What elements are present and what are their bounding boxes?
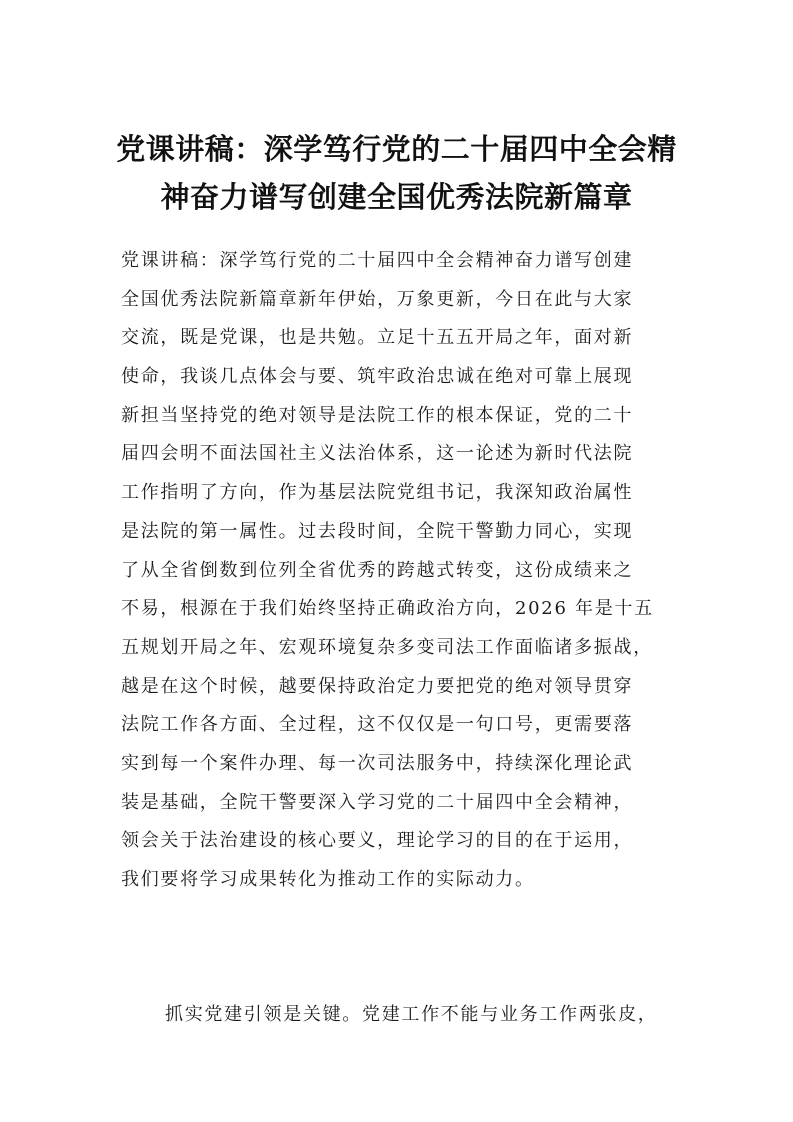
paragraph-line: 实到每一个案件办理、每一次司法服务中，持续深化理论武 — [121, 752, 634, 774]
paragraph-line: 领会关于法治建设的核心要义，理论学习的目的在于运用， — [121, 830, 634, 852]
paragraph-line: 新担当坚持党的绝对领导是法院工作的根本保证，党的二十 — [121, 404, 634, 426]
paragraph-line: 五规划开局之年、宏观环境复杂多变司法工作面临诸多振战， — [121, 636, 653, 658]
paragraph-2-first-line: 抓实党建引领是关键。党建工作不能与业务工作两张皮， — [165, 1004, 658, 1025]
paragraph-line: 使命，我谈几点体会与要、筑牢政治忠诚在绝对可靠上展现 — [121, 366, 634, 388]
document-title — [110, 125, 683, 221]
title-line-2: 神奋力谱写创建全国优秀法院新篇章 — [160, 180, 633, 214]
paragraph-line: 装是基础，全院干警要深入学习党的二十届四中全会精神， — [121, 791, 634, 813]
paragraph-line: 交流，既是党课，也是共勉。立足十五五开局之年，面对新 — [121, 327, 634, 349]
paragraph-1 — [121, 242, 681, 900]
paragraph-line: 不易，根源在于我们始终坚持正确政治方向，2026 年是十五 — [121, 598, 654, 620]
paragraph-line: 越是在这个时候，越要保持政治定力要把党的绝对领导贯穿 — [121, 675, 634, 697]
paragraph-line: 是法院的第一属性。过去段时间，全院干警勤力同心，实现 — [121, 520, 634, 542]
paragraph-line: 全国优秀法院新篇章新年伊始，万象更新，今日在此与大家 — [121, 288, 634, 310]
paragraph-line: 届四会明不面法国社主义法治体系，这一论述为新时代法院 — [121, 443, 634, 465]
title-line-1: 党课讲稿：深学笃行党的二十届四中全会精 — [116, 132, 677, 166]
paragraph-line: 法院工作各方面、全过程，这不仅仅是一句口号，更需要落 — [121, 714, 634, 736]
paragraph-line: 党课讲稿：深学笃行党的二十届四中全会精神奋力谱写创建 — [121, 250, 634, 271]
paragraph-line: 了从全省倒数到位列全省优秀的跨越式转变，这份成绩来之 — [121, 559, 634, 581]
paragraph-line: 我们要将学习成果转化为推动工作的实际动力。 — [121, 869, 535, 890]
paragraph-line: 工作指明了方向，作为基层法院党组书记，我深知政治属性 — [121, 482, 634, 504]
